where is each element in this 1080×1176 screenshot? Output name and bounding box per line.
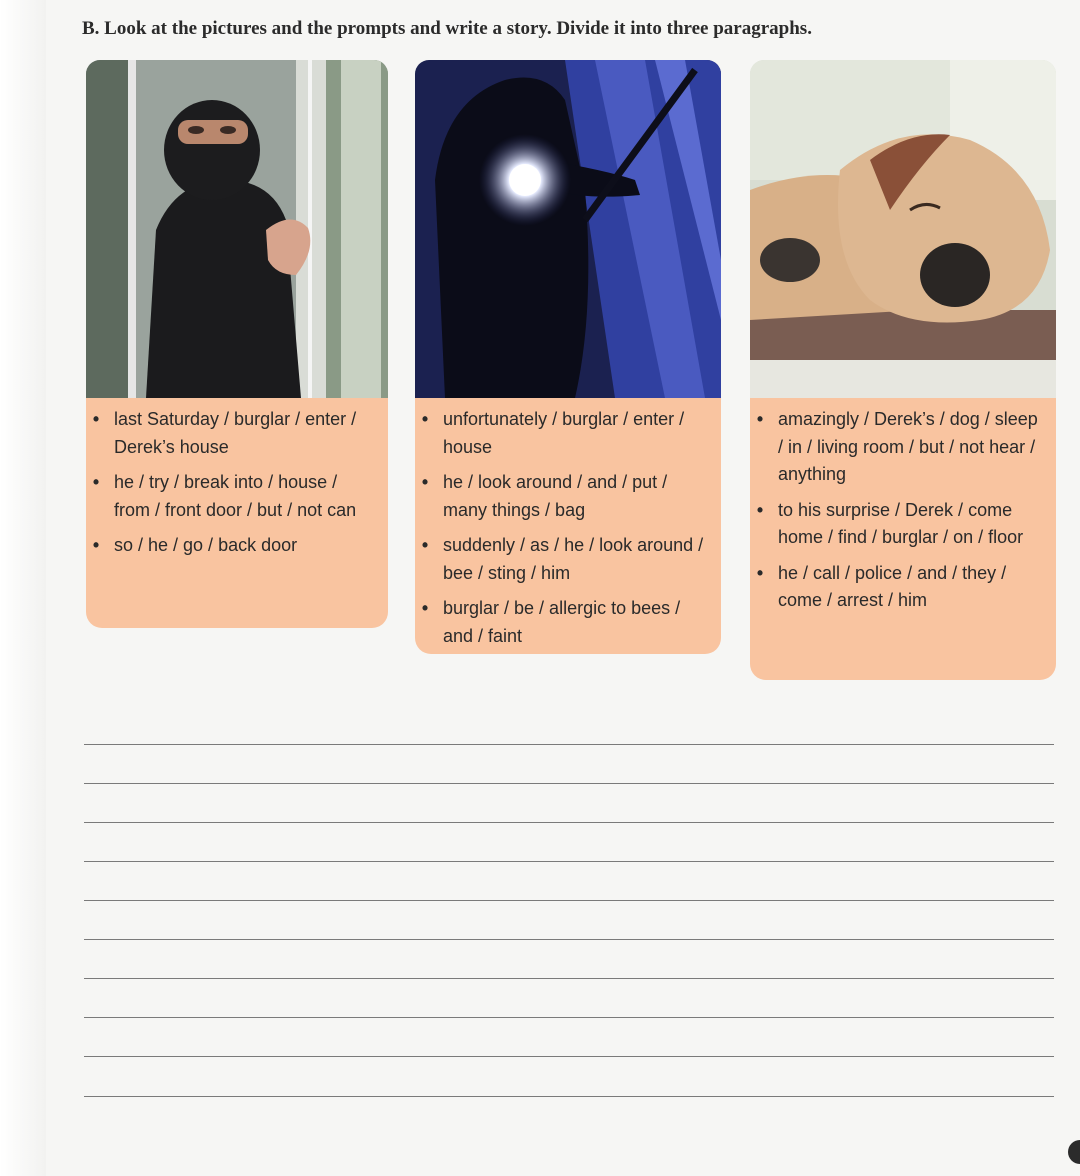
writing-line[interactable]: [84, 744, 1054, 745]
bullet-icon: •: [421, 409, 429, 429]
sleeping-dog-photo: [750, 60, 1056, 398]
bullet-icon: •: [92, 472, 100, 492]
writing-line[interactable]: [84, 861, 1054, 862]
writing-line[interactable]: [84, 1056, 1054, 1057]
writing-line[interactable]: [84, 822, 1054, 823]
task-instruction: B. Look at the pictures and the prompts and write a story. Divide it into three paragraphs.: [82, 18, 812, 39]
prompt-text: he / call / police / and / they / come / arrest / him: [778, 562, 1007, 610]
prompt-list: [86, 398, 388, 560]
prompt-text: burglar / be / allergic to bees / and / faint: [443, 598, 681, 646]
bullet-icon: •: [756, 499, 764, 520]
writing-line[interactable]: [84, 1096, 1054, 1097]
prompt-list: [415, 398, 721, 650]
bullet-icon: •: [756, 562, 764, 583]
bullet-icon: •: [92, 535, 100, 555]
prompt-box-3: [750, 398, 1056, 680]
prompt-text: unfortunately / burglar / enter / house: [443, 409, 685, 457]
prompt-text: suddenly / as / he / look around / bee / sting / him: [443, 535, 704, 583]
writing-line[interactable]: [84, 939, 1054, 940]
prompt-text: so / he / go / back door: [114, 535, 298, 555]
bullet-icon: •: [421, 598, 429, 618]
prompt-item: [750, 560, 1046, 615]
prompt-list: [750, 398, 1056, 615]
bullet-icon: •: [421, 472, 429, 492]
writing-line[interactable]: [84, 1017, 1054, 1018]
bullet-icon: •: [421, 535, 429, 555]
prompt-item: [86, 469, 378, 524]
writing-line[interactable]: [84, 900, 1054, 901]
prompt-item: [750, 406, 1046, 489]
writing-line[interactable]: [84, 783, 1054, 784]
prompt-text: last Saturday / burglar / enter / Derek’s house: [114, 409, 357, 457]
prompt-item: [415, 469, 711, 524]
masked-burglar-at-door-photo: [86, 60, 388, 398]
prompt-item: [86, 406, 378, 461]
writing-line[interactable]: [84, 978, 1054, 979]
prompt-text: he / look around / and / put / many things / bag: [443, 472, 668, 520]
bullet-icon: •: [92, 409, 100, 429]
prompt-text: he / try / break into / house / from / front door / but / not can: [114, 472, 357, 520]
prompt-item: [415, 595, 711, 650]
bullet-icon: •: [756, 409, 764, 429]
prompt-box-1: [86, 398, 388, 628]
prompt-item: [750, 497, 1046, 552]
prompt-item: [86, 532, 378, 560]
prompt-item: [415, 406, 711, 461]
prompt-item: [415, 532, 711, 587]
burglar-with-flashlight-photo: [415, 60, 721, 398]
prompt-text: to his surprise / Derek / come home / find / burglar / on / floor: [778, 499, 1024, 547]
prompt-box-2: [415, 398, 721, 654]
prompt-text: amazingly / Derek’s / dog / sleep / in / living room / but / not hear / anything: [778, 409, 1038, 484]
left-page-margin: [0, 0, 46, 1176]
